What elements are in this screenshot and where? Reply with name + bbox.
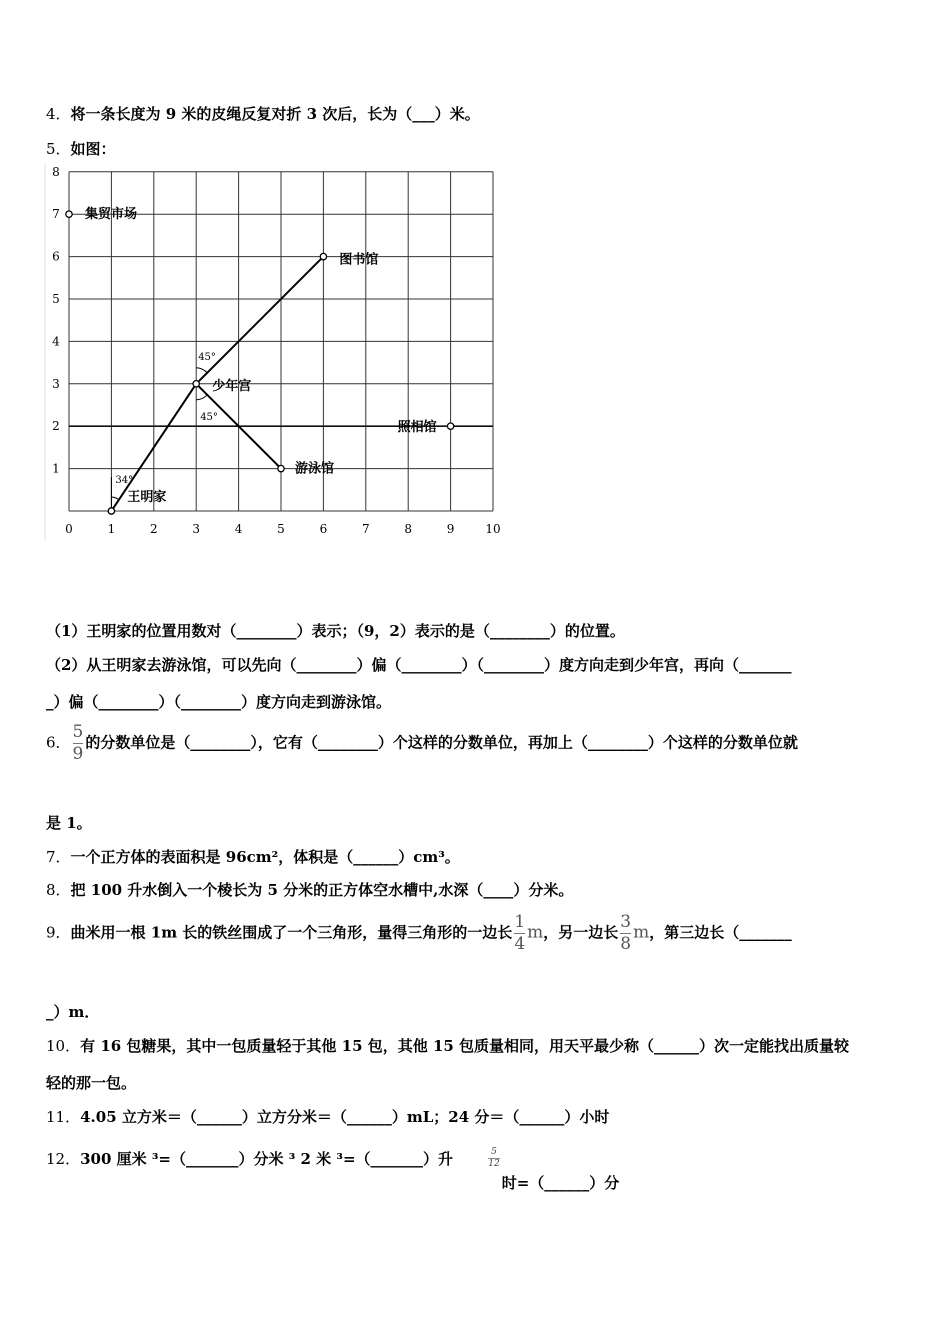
question-5: [46, 138, 116, 159]
fraction: [514, 914, 525, 953]
angle-label: 45°: [198, 351, 216, 363]
angle-arc: [196, 395, 207, 400]
y-tick-label: 6: [52, 249, 60, 264]
angle-label: 34°: [115, 475, 134, 486]
question-text: 一个正方体的表面积是 96cm²，体积是（______）cm³。: [70, 848, 460, 866]
unit-label: m: [527, 922, 544, 943]
fraction-numerator: 5: [491, 1147, 497, 1157]
question-text: ，另一边长: [543, 923, 619, 942]
y-tick-label: 2: [52, 419, 60, 434]
x-tick-label: 0: [65, 522, 73, 536]
location-point: [320, 253, 326, 259]
question-number: 10．: [46, 1037, 81, 1055]
question-5-part-1: [46, 620, 625, 641]
x-tick-label: 6: [319, 522, 328, 536]
x-tick-label: 5: [277, 522, 285, 536]
x-tick-label: 7: [361, 522, 370, 536]
fraction-numerator: 1: [514, 912, 526, 932]
location-label: 少年宫: [212, 378, 252, 394]
question-9: [46, 914, 792, 953]
question-text: （1）王明家的位置用数对（________）表示；（9，2）表示的是（________）的位置。: [46, 622, 625, 640]
fraction: [488, 1148, 499, 1169]
question-5-part-2-continued: [46, 691, 391, 712]
question-4: [46, 103, 480, 124]
question-text: 是 1。: [46, 814, 92, 832]
question-number: 6．: [46, 733, 71, 752]
x-tick-label: 2: [149, 522, 158, 536]
fraction: [73, 724, 84, 763]
x-tick-label: 1: [107, 522, 116, 536]
x-tick-label: 9: [446, 522, 455, 536]
fraction-denominator: 9: [72, 744, 84, 764]
question-7: [46, 846, 460, 867]
question-text: （2）从王明家去游泳馆，可以先向（________）偏（________）（________）度方向走到少年宫，再向（_______: [46, 656, 792, 674]
location-point: [278, 465, 284, 471]
fraction-denominator: 8: [620, 934, 632, 954]
location-label: 王明家: [127, 490, 167, 505]
location-label: 集贸市场: [85, 207, 138, 223]
question-text: 的分数单位是（________），它有（________）个这样的分数单位，再加上（________）个这样的分数单位就: [85, 733, 798, 752]
y-tick-label: 3: [52, 376, 60, 391]
question-text: 轻的那一包。: [46, 1074, 137, 1092]
y-tick-label: 8: [52, 164, 60, 179]
angle-arc: [196, 368, 207, 373]
question-text: ，第三边长（_______: [649, 923, 792, 942]
route-segment: [196, 257, 323, 384]
location-label: 图书馆: [339, 252, 379, 268]
location-point: [108, 508, 114, 514]
y-tick-label: 5: [52, 292, 60, 306]
question-12: [46, 1147, 620, 1192]
x-tick-label: 4: [234, 522, 243, 536]
question-number: 11．: [46, 1108, 81, 1126]
fraction-numerator: 5: [72, 722, 84, 742]
question-number: 12．: [46, 1150, 81, 1168]
location-point: [193, 381, 199, 387]
fraction-denominator: 4: [514, 934, 526, 954]
question-5-part-2: [46, 654, 791, 675]
question-text: 4.05 立方米＝（______）立方分米＝（______）mL；24 分＝（______）小时: [80, 1108, 610, 1126]
fraction: [620, 914, 631, 953]
y-tick-label: 1: [52, 461, 60, 476]
location-label: 照相馆: [397, 420, 437, 436]
question-number: 5．: [46, 140, 71, 158]
question-9-continued: [46, 1001, 99, 1022]
x-tick-label: 3: [192, 522, 201, 536]
angle-arc: [111, 497, 119, 500]
question-6: [46, 724, 798, 763]
question-number: 8．: [46, 881, 71, 899]
question-text: 时=（______）分: [501, 1174, 620, 1192]
question-8: [46, 879, 573, 900]
question-text: _）偏（________）（________）度方向走到游泳馆。: [46, 693, 392, 711]
question-6-continued: [46, 812, 92, 833]
question-10-continued: [46, 1072, 136, 1093]
question-number: 4．: [46, 105, 71, 123]
question-text: 300 厘米 ³=（_______）分米 ³ 2 米 ³=（_______）升: [80, 1150, 454, 1168]
question-11: [46, 1106, 609, 1127]
angle-label: 45°: [200, 411, 218, 423]
question-number: 7．: [46, 848, 71, 866]
x-tick-label: 10: [485, 522, 501, 536]
question-text: 如图：: [70, 140, 116, 158]
question-text: 把 100 升水倒入一个棱长为 5 分米的正方体空水槽中,水深（____）分米。: [70, 881, 574, 899]
y-tick-label: 4: [52, 334, 60, 349]
coordinate-grid-figure: [44, 163, 506, 541]
y-tick-label: 7: [52, 207, 60, 222]
location-label: 游泳馆: [295, 461, 335, 477]
location-point: [447, 423, 453, 429]
question-number: 9．: [46, 923, 71, 942]
fraction-numerator: 3: [620, 912, 632, 932]
question-text: _）m．: [46, 1003, 100, 1021]
location-point: [66, 211, 72, 217]
question-10: [46, 1035, 849, 1056]
x-tick-label: 8: [404, 522, 413, 536]
unit-label: m: [633, 922, 650, 943]
question-text: 将一条长度为 9 米的皮绳反复对折 3 次后，长为（___）米。: [70, 105, 480, 123]
question-text: 曲米用一根 1m 长的铁丝围成了一个三角形，量得三角形的一边长: [70, 923, 513, 942]
fraction-denominator: 12: [488, 1159, 500, 1169]
question-text: 有 16 包糖果，其中一包质量轻于其他 15 包，其他 15 包质量相同，用天平最少称（______）次一定能找出质量较: [80, 1037, 850, 1055]
